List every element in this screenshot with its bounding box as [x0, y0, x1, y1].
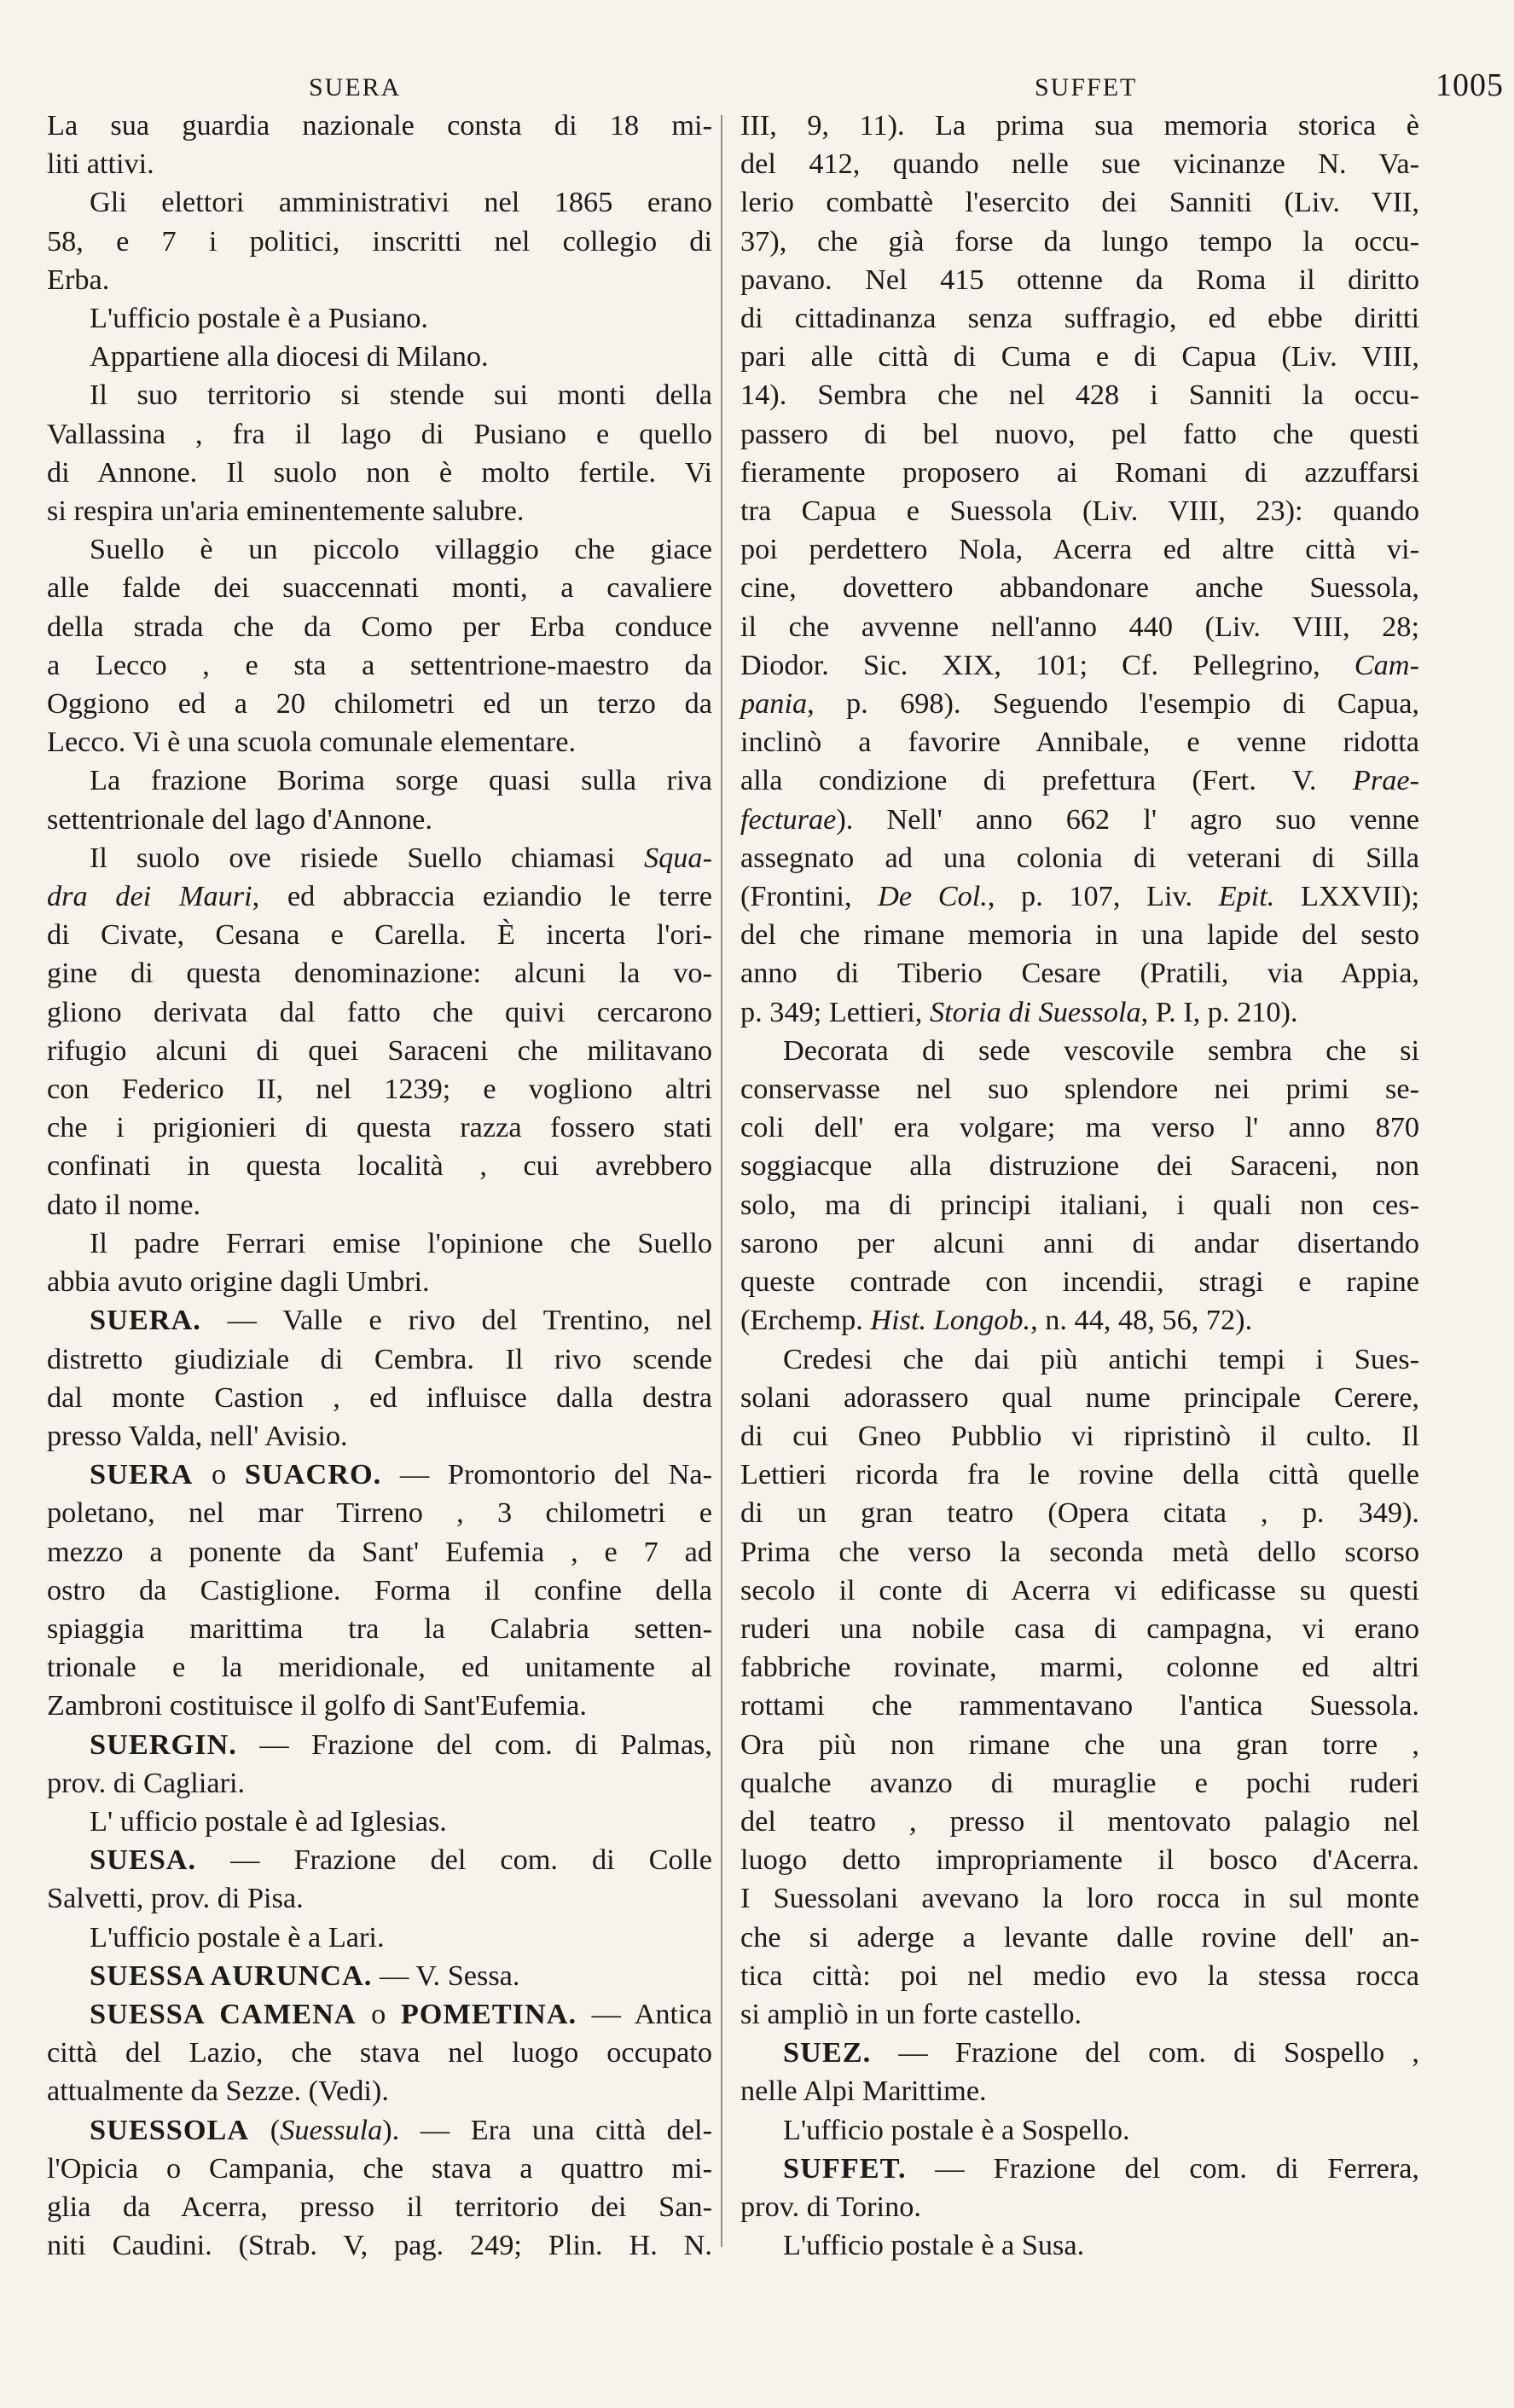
text-line	[740, 1648, 1419, 1687]
line-text: Ora più non rimane che una gran torre ,	[740, 1728, 1419, 1761]
line-text: settentrionale del lago d'Annone.	[47, 802, 432, 836]
text-line	[740, 492, 1419, 530]
text-line	[47, 1340, 712, 1379]
text-line	[740, 2034, 1419, 2072]
line-text: pavano. Nel 415 ottenne da Roma il diritto	[740, 263, 1419, 296]
text-line	[740, 1456, 1419, 1494]
text-line	[47, 1764, 712, 1803]
text-line	[47, 1610, 712, 1648]
text-line	[740, 1764, 1419, 1803]
line-text: Diodor. Sic. XIX, 101; Cf. Pellegrino,	[740, 648, 1320, 681]
line-text: Il suolo ove risiede Suello chiamasi	[90, 841, 615, 874]
line-text: , p. 698). Seguendo l'esempio di Capua,	[807, 687, 1419, 721]
headword: SUESA.	[90, 1844, 197, 1877]
line-text: — Frazione del com. di Sospello ,	[871, 2036, 1419, 2069]
text-line	[740, 569, 1419, 607]
text-line	[47, 223, 712, 261]
line-text: Suello è un piccolo villaggio che giace	[90, 533, 712, 566]
text-line	[740, 530, 1419, 569]
text-line	[740, 1533, 1419, 1572]
text-line	[740, 1186, 1419, 1224]
text-line	[47, 415, 712, 454]
line-text: — Antica	[577, 1997, 712, 2030]
line-text: città del Lazio, che stava nel luogo occupato	[47, 2036, 712, 2069]
line-text: che si aderge a levante dalle rovine dell' an-	[740, 1920, 1419, 1954]
text-line	[740, 1572, 1419, 1610]
text-line	[740, 1417, 1419, 1456]
italic-text: pania	[740, 687, 808, 721]
column-divider	[721, 115, 722, 2247]
line-text: Credesi che dai più antichi tempi i Sues-	[783, 1342, 1419, 1375]
text-line	[740, 2111, 1419, 2150]
line-text: solo, ma di principi italiani, i quali non ces-	[740, 1188, 1419, 1221]
text-line	[740, 1919, 1419, 1957]
text-line	[47, 1879, 712, 1918]
line-text: ). — Era una città del-	[382, 2113, 712, 2146]
line-text: 58, e 7 i politici, inscritti nel collegio di	[47, 224, 712, 258]
line-text: (Erchemp.	[740, 1304, 863, 1337]
text-line	[740, 993, 1419, 1032]
text-line	[740, 1147, 1419, 1185]
text-line	[47, 1957, 712, 1995]
text-line	[47, 2150, 712, 2188]
text-line	[740, 723, 1419, 761]
line-text: di Civate, Cesana e Carella. È incerta l'ori-	[47, 918, 712, 952]
line-text: spiaggia marittima tra la Calabria setten-	[47, 1612, 712, 1645]
headword: SUACRO.	[244, 1458, 382, 1491]
line-text: Erba.	[47, 263, 110, 296]
line-text: queste contrade con incendii, stragi e rapine	[740, 1265, 1419, 1299]
line-text: La sua guardia nazionale consta di 18 mi-	[47, 109, 712, 142]
text-line	[740, 223, 1419, 261]
line-text: attualmente da Sezze. (Vedi).	[47, 2075, 389, 2108]
page-number: 1005	[1436, 67, 1504, 103]
text-line	[740, 145, 1419, 183]
line-text: Salvetti, prov. di Pisa.	[47, 1882, 304, 1915]
line-text: 14). Sembra che nel 428 i Sanniti la occu-	[740, 379, 1419, 412]
line-text: trionale e la meridionale, ed unitamente al	[47, 1651, 712, 1684]
headword: POMETINA.	[400, 1997, 577, 2030]
text-line	[47, 723, 712, 761]
text-line	[740, 1224, 1419, 1263]
line-text: che i prigionieri di questa razza fossero stati	[47, 1111, 712, 1144]
text-line	[740, 2188, 1419, 2226]
text-line	[47, 1301, 712, 1340]
line-text: ostro da Castiglione. Forma il confine della	[47, 1573, 712, 1606]
text-line	[740, 1032, 1419, 1070]
line-text: Lettieri ricorda fra le rovine della città quelle	[740, 1458, 1419, 1491]
line-text: , p. 107, Liv.	[987, 880, 1192, 913]
text-line	[47, 530, 712, 569]
headword: SUESSA AURUNCA.	[90, 1959, 373, 1992]
text-line	[47, 299, 712, 338]
line-text: Oggiono ed a 20 chilometri ed un terzo da	[47, 687, 712, 721]
line-text: passero di bel nuovo, pel fatto che questi	[740, 417, 1419, 450]
text-line	[47, 107, 712, 145]
line-text: di cui Gneo Pubblio vi ripristinò il culto. Il	[740, 1419, 1419, 1452]
text-line	[740, 2150, 1419, 2188]
line-text: — Valle e rivo del Trentino, nel	[200, 1304, 712, 1337]
text-line	[740, 376, 1419, 414]
line-text: poi perdettero Nola, Acerra ed altre città vi-	[740, 533, 1419, 566]
text-line	[47, 376, 712, 414]
running-head	[0, 67, 1514, 101]
line-text: luogo detto impropriamente il bosco d'Acerra.	[740, 1844, 1419, 1877]
line-text: del 412, quando nelle sue vicinanze N. Va-	[740, 148, 1419, 181]
line-text: Lecco. Vi è una scuola comunale elementare.	[47, 726, 577, 759]
text-line	[47, 1572, 712, 1610]
line-text: fabbriche rovinate, marmi, colonne ed altri	[740, 1651, 1419, 1684]
line-text: Il padre Ferrari emise l'opinione che Suello	[90, 1226, 712, 1259]
text-line	[47, 454, 712, 492]
headword: SUERA	[90, 1458, 194, 1491]
text-line	[47, 1456, 712, 1494]
text-line	[47, 877, 712, 916]
line-text: prov. di Torino.	[740, 2190, 921, 2223]
italic-text: Cam-	[1354, 648, 1419, 681]
line-text: rifugio alcuni di quei Saraceni che militavano	[47, 1033, 712, 1067]
line-text: della strada che da Como per Erba conduce	[47, 610, 712, 643]
line-text: presso Valda, nell' Avisio.	[47, 1419, 348, 1452]
line-text: l'Opicia o Campania, che stava a quattro mi-	[47, 2151, 712, 2185]
line-text: Gli elettori amministrativi nel 1865 erano	[90, 186, 712, 219]
line-text: L'ufficio postale è a Lari.	[90, 1920, 385, 1954]
line-text: solani adorassero qual nume principale Cerere,	[740, 1381, 1419, 1414]
line-text: Decorata di sede vescovile sembra che si	[783, 1033, 1419, 1067]
line-text: rottami che rammentavano l'antica Suessola.	[740, 1689, 1419, 1722]
italic-text: Storia di Suessola	[929, 995, 1141, 1028]
line-text: liti attivi.	[47, 148, 154, 181]
text-line	[740, 1879, 1419, 1918]
line-text: tica città: poi nel medio evo la stessa rocca	[740, 1959, 1419, 1992]
headword: SUEZ.	[783, 2036, 872, 2069]
italic-text: Prae-	[1352, 764, 1419, 797]
text-line	[47, 2072, 712, 2110]
text-line	[740, 1301, 1419, 1340]
line-text: di cittadinanza senza suffragio, ed ebbe diritti	[740, 302, 1419, 335]
line-text: assegnato ad una colonia di veterani di Silla	[740, 841, 1419, 874]
line-text: I Suessolani avevano la loro rocca in sul monte	[740, 1882, 1419, 1915]
line-text: (	[249, 2113, 281, 2146]
text-line	[47, 1070, 712, 1108]
line-text: — V. Sessa.	[372, 1959, 520, 1992]
line-text: del che rimane memoria in una lapide del sesto	[740, 918, 1419, 952]
line-text: qualche avanzo di muraglie e pochi ruderi	[740, 1766, 1419, 1799]
text-line	[47, 993, 712, 1032]
text-line	[47, 1841, 712, 1879]
text-line	[47, 2226, 712, 2265]
line-text: mezzo a ponente da Sant' Eufemia , e 7 ad	[47, 1535, 712, 1568]
text-line	[740, 877, 1419, 916]
text-line	[740, 1841, 1419, 1879]
text-line	[740, 916, 1419, 954]
text-line	[47, 338, 712, 376]
text-line	[740, 608, 1419, 646]
line-text: ). Nell' anno 662 l' agro suo venne	[836, 802, 1419, 836]
text-line	[47, 1533, 712, 1572]
text-line	[740, 261, 1419, 299]
line-text: Prima che verso la seconda metà dello scorso	[740, 1535, 1419, 1568]
line-text: 37), che già forse da lungo tempo la occu-	[740, 224, 1419, 258]
text-line	[47, 1494, 712, 1532]
text-line	[740, 299, 1419, 338]
line-text: La frazione Borima sorge quasi sulla riva	[90, 764, 712, 797]
line-text: prov. di Cagliari.	[47, 1766, 246, 1799]
line-text: L'ufficio postale è a Susa.	[783, 2229, 1085, 2262]
line-text: abbia avuto origine dagli Umbri.	[47, 1265, 430, 1299]
text-line	[740, 1379, 1419, 1417]
line-text: lerio combattè l'esercito dei Sanniti (Liv. VII,	[740, 186, 1419, 219]
text-line	[740, 1340, 1419, 1379]
text-line	[740, 1726, 1419, 1764]
line-text: si ampliò in un forte castello.	[740, 1997, 1082, 2030]
text-line	[47, 1186, 712, 1224]
text-line	[47, 801, 712, 839]
italic-text: Squa-	[643, 841, 712, 874]
text-line	[47, 685, 712, 723]
line-text: L'ufficio postale è a Pusiano.	[90, 302, 429, 335]
line-text: con Federico II, nel 1239; e vogliono altri	[47, 1073, 712, 1106]
line-text: , ed abbraccia eziandio le terre	[252, 880, 712, 913]
text-line	[47, 2034, 712, 2072]
text-line	[47, 2111, 712, 2150]
text-line	[47, 1108, 712, 1147]
line-text: — Frazione del com. di Palmas,	[236, 1728, 712, 1761]
text-line	[740, 107, 1419, 145]
text-line	[47, 492, 712, 530]
text-line	[47, 1995, 712, 2034]
italic-text: fecturae	[740, 802, 837, 836]
line-text: gliono derivata dal fatto che quivi cercarono	[47, 995, 712, 1028]
line-text: fieramente proposero ai Romani di azzuffarsi	[740, 455, 1419, 489]
line-text: (Frontini,	[740, 880, 852, 913]
text-line	[740, 685, 1419, 723]
text-line	[740, 1108, 1419, 1147]
right-column	[740, 107, 1419, 2265]
line-text: sarono per alcuni anni di andar disertando	[740, 1226, 1419, 1259]
line-text: alle falde dei suaccennati monti, a cavaliere	[47, 571, 712, 605]
line-text: Vallassina , fra il lago di Pusiano e quello	[47, 417, 712, 450]
headword: SUESSOLA	[90, 2113, 250, 2146]
text-line	[740, 1070, 1419, 1108]
line-text: Zambroni costituisce il golfo di Sant'Eufemia.	[47, 1689, 587, 1722]
text-line	[740, 1803, 1419, 1841]
line-text: secolo il conte di Acerra vi edificasse su questi	[740, 1573, 1419, 1606]
headword: SUFFET.	[783, 2151, 907, 2185]
text-line	[47, 1919, 712, 1957]
text-line	[47, 1803, 712, 1841]
line-text: ruderi una nobile casa di campagna, vi erano	[740, 1612, 1419, 1645]
text-line	[740, 801, 1419, 839]
line-text: di Annone. Il suolo non è molto fertile. Vi	[47, 455, 712, 489]
italic-text: De Col.	[878, 880, 988, 913]
text-line	[47, 183, 712, 222]
text-line	[740, 1263, 1419, 1301]
text-line	[740, 415, 1419, 454]
headword: SUERGIN.	[90, 1728, 237, 1761]
text-line	[47, 261, 712, 299]
line-text: Appartiene alla diocesi di Milano.	[90, 340, 489, 373]
text-line	[740, 646, 1419, 685]
text-line	[740, 1687, 1419, 1725]
text-line	[740, 2226, 1419, 2265]
line-text: , n. 44, 48, 56, 72).	[1030, 1304, 1253, 1337]
text-line	[740, 954, 1419, 993]
line-text: si respira un'aria eminentemente salubre.	[47, 495, 525, 528]
line-text: p. 349; Lettieri,	[740, 995, 923, 1028]
text-line	[47, 2188, 712, 2226]
line-text: niti Caudini. (Strab. V, pag. 249; Plin. H. N.	[47, 2229, 712, 2262]
line-text: L' ufficio postale è ad Iglesias.	[90, 1804, 447, 1838]
text-line	[47, 608, 712, 646]
text-line	[47, 569, 712, 607]
line-text: soggiacque alla distruzione dei Saraceni, non	[740, 1149, 1419, 1183]
text-line	[740, 1995, 1419, 2034]
text-line	[740, 761, 1419, 800]
line-text: poletano, nel mar Tirreno , 3 chilometri e	[47, 1496, 712, 1530]
line-text: coli dell' era volgare; ma verso l' anno 870	[740, 1111, 1419, 1144]
line-text: nelle Alpi Marittime.	[740, 2075, 987, 2108]
left-column	[47, 107, 712, 2265]
italic-text: dra dei Mauri	[47, 880, 252, 913]
headword: SUESSA CAMENA	[90, 1997, 357, 2030]
line-text: cine, dovettero abbandonare anche Suessola,	[740, 571, 1419, 605]
line-text: tra Capua e Suessola (Liv. VIII, 23): quando	[740, 495, 1419, 528]
text-line	[740, 839, 1419, 877]
italic-text: Suessula	[280, 2113, 383, 2146]
line-text: III, 9, 11). La prima sua memoria storica è	[740, 109, 1419, 142]
text-line	[740, 1957, 1419, 1995]
text-line	[740, 454, 1419, 492]
headword: SUERA.	[90, 1304, 201, 1337]
text-line	[47, 145, 712, 183]
line-text: o	[356, 1997, 401, 2030]
text-line	[47, 1726, 712, 1764]
text-line	[47, 1032, 712, 1070]
text-line	[47, 1417, 712, 1456]
running-head-right: SUFFET	[1035, 73, 1138, 101]
line-text: a Lecco , e sta a settentrione-maestro da	[47, 648, 712, 681]
line-text: — Frazione del com. di Ferrera,	[906, 2151, 1419, 2185]
line-text: — Promontorio del Na-	[381, 1458, 712, 1491]
italic-text: Hist. Longob.	[870, 1304, 1031, 1337]
line-text: , P. I, p. 210).	[1140, 995, 1298, 1028]
line-text: del teatro , presso il mentovato palagio nel	[740, 1804, 1419, 1838]
line-text: il che avvenne nell'anno 440 (Liv. VIII, 28;	[740, 610, 1419, 643]
line-text: LXXVII);	[1300, 880, 1419, 913]
line-text: gine di questa denominazione: alcuni la vo-	[47, 957, 712, 990]
line-text: confinati in questa località , cui avrebbero	[47, 1149, 712, 1183]
text-line	[47, 1648, 712, 1687]
line-text: pari alle città di Cuma e di Capua (Liv. VIII,	[740, 340, 1419, 373]
text-line	[740, 1494, 1419, 1532]
line-text: Il suo territorio si stende sui monti della	[90, 379, 712, 412]
line-text: L'ufficio postale è a Sospello.	[783, 2113, 1130, 2146]
text-line	[740, 1610, 1419, 1648]
line-text: o	[193, 1458, 245, 1491]
text-line	[47, 1147, 712, 1185]
text-line	[47, 1263, 712, 1301]
line-text: distretto giudiziale di Cembra. Il rivo scende	[47, 1342, 712, 1375]
running-head-left: SUERA	[309, 73, 402, 101]
line-text: di un gran teatro (Opera citata , p. 349).	[740, 1496, 1419, 1530]
text-line	[47, 761, 712, 800]
line-text: inclinò a favorire Annibale, e venne ridotta	[740, 726, 1419, 759]
text-line	[740, 338, 1419, 376]
line-text: glia da Acerra, presso il territorio dei San-	[47, 2190, 712, 2223]
line-text: — Frazione del com. di Colle	[196, 1844, 712, 1877]
line-text: alla condizione di prefettura (Fert. V.	[740, 764, 1317, 797]
line-text: conservasse nel suo splendore nei primi se-	[740, 1073, 1419, 1106]
line-text: dato il nome.	[47, 1188, 201, 1221]
text-line	[47, 916, 712, 954]
text-line	[47, 1224, 712, 1263]
text-line	[740, 183, 1419, 222]
text-line	[47, 839, 712, 877]
text-line	[47, 1687, 712, 1725]
italic-text: Epit.	[1218, 880, 1275, 913]
line-text: anno di Tiberio Cesare (Pratili, via Appia,	[740, 957, 1419, 990]
text-line	[47, 646, 712, 685]
text-line	[47, 954, 712, 993]
text-line	[47, 1379, 712, 1417]
line-text: dal monte Castion , ed influisce dalla destra	[47, 1381, 712, 1414]
text-line	[740, 2072, 1419, 2110]
